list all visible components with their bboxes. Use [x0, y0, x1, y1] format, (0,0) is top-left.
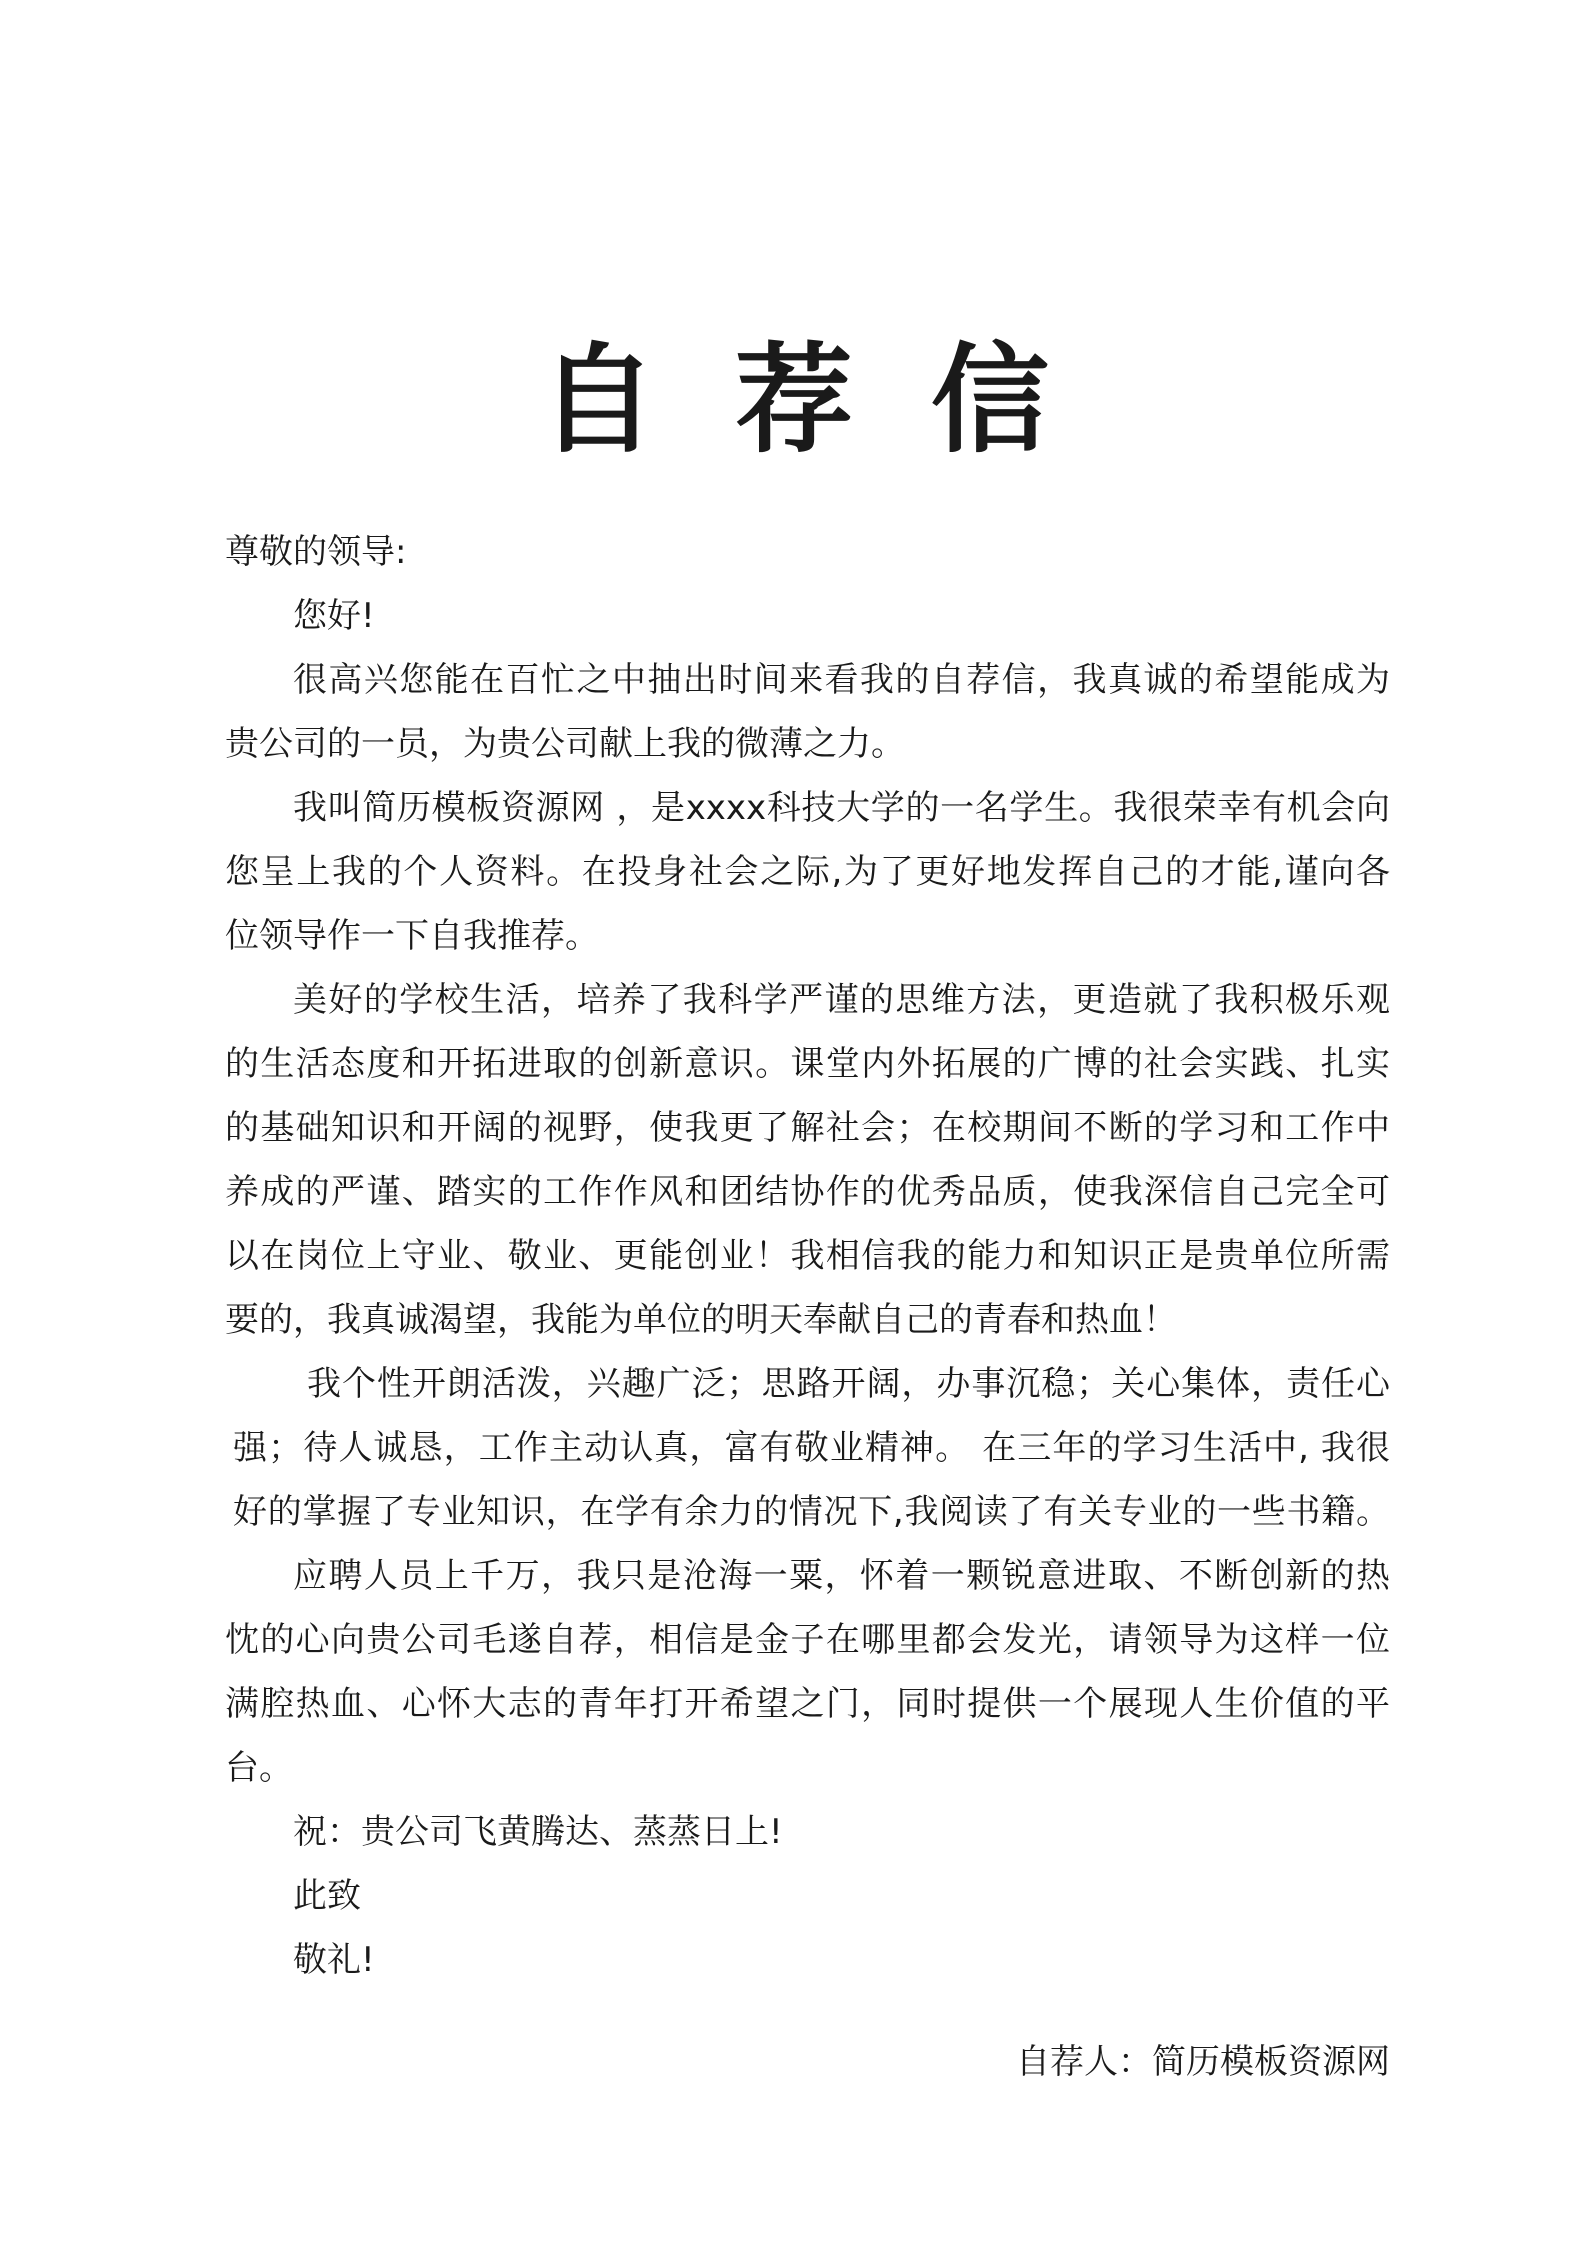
- paragraph-line: 满腔热血、心怀大志的青年打开希望之门，同时提供一个展现人生价值的平: [225, 1684, 1390, 1724]
- paragraph-line: 的基础知识和开阔的视野，使我更了解社会；在校期间不断的学习和工作中: [225, 1108, 1390, 1148]
- paragraph-line: 位领导作一下自我推荐。: [225, 916, 599, 956]
- paragraph-line: 养成的严谨、踏实的工作作风和团结协作的优秀品质，使我深信自己完全可: [225, 1172, 1390, 1212]
- closing-line: 敬礼!: [293, 1940, 375, 1980]
- closing-line: 此致: [293, 1876, 361, 1916]
- salutation: 尊敬的领导:: [225, 532, 407, 572]
- paragraph-line: 我个性开朗活泼，兴趣广泛；思路开阔，办事沉稳；关心集体，责任心: [307, 1364, 1390, 1404]
- paragraph-line: 美好的学校生活，培养了我科学严谨的思维方法，更造就了我积极乐观: [293, 980, 1390, 1020]
- paragraph-line: 您呈上我的个人资料。在投身社会之际,为了更好地发挥自己的才能,谨向各: [225, 852, 1390, 892]
- greeting: 您好!: [293, 596, 375, 636]
- paragraph-line: 台。: [225, 1748, 293, 1788]
- paragraph-line: 应聘人员上千万，我只是沧海一粟，怀着一颗锐意进取、不断创新的热: [293, 1556, 1390, 1596]
- paragraph-line: 贵公司的一员，为贵公司献上我的微薄之力。: [225, 724, 905, 764]
- paragraph-line: 的生活态度和开拓进取的创新意识。课堂内外拓展的广博的社会实践、扎实: [225, 1044, 1390, 1084]
- page-title: 自荐信: [538, 331, 1127, 469]
- paragraph-line: 好的掌握了专业知识，在学有余力的情况下,我阅读了有关专业的一些书籍。: [233, 1492, 1390, 1532]
- letter-body: [225, 520, 1390, 1992]
- paragraph-line: 我叫简历模板资源网 ，是xxxx科技大学的一名学生。我很荣幸有机会向: [293, 788, 1390, 828]
- paragraph-line: 很高兴您能在百忙之中抽出时间来看我的自荐信，我真诚的希望能成为: [293, 660, 1390, 700]
- paragraph-line: 强；待人诚恳，工作主动认真，富有敬业精神。 在三年的学习生活中, 我很: [233, 1428, 1390, 1468]
- paragraph-line: 要的，我真诚渴望，我能为单位的明天奉献自己的青春和热血！: [225, 1300, 1177, 1340]
- signature: 自荐人：简历模板资源网: [1016, 2042, 1390, 2082]
- paragraph-line: 忱的心向贵公司毛遂自荐，相信是金子在哪里都会发光，请领导为这样一位: [225, 1620, 1390, 1660]
- paragraph-line: 以在岗位上守业、敬业、更能创业！我相信我的能力和知识正是贵单位所需: [225, 1236, 1390, 1276]
- wish-line: 祝：贵公司飞黄腾达、蒸蒸日上!: [293, 1812, 783, 1852]
